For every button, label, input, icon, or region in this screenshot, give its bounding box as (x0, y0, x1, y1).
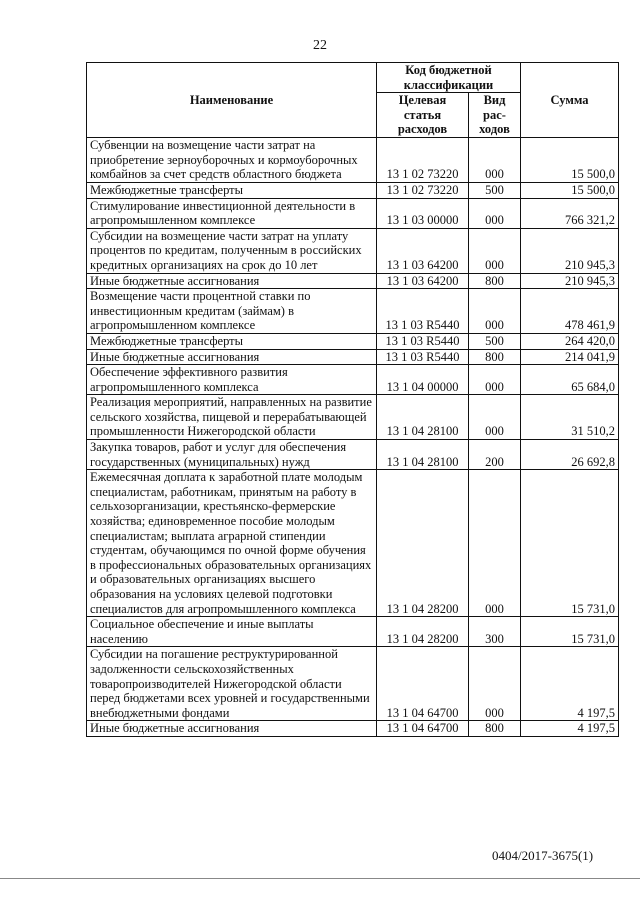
table-row (87, 138, 619, 183)
row-sum: 264 420,0 (521, 333, 619, 349)
table-row (87, 440, 619, 470)
row-name: Ежемесячная доплата к заработной плате молодым специалистам, работникам, принятым на работу в сельхозорганизации, крестьянско-фермерские хозяйства; единовременное пособие молодым специалистам; выплата аграрной стипендии студентам, обучающимся по очной форме обучения в профессиональных образовательных организациях и образовательных организациях высшего образования на условиях целевой подготовки специалистов для агропромышленного комплекса (87, 470, 377, 617)
row-name: Иные бюджетные ассигнования (87, 721, 377, 737)
row-target-article: 13 1 04 28100 (377, 440, 469, 470)
row-target-article: 13 1 04 64700 (377, 647, 469, 721)
row-expense-type: 800 (469, 721, 521, 737)
row-sum: 15 731,0 (521, 617, 619, 647)
row-sum: 15 731,0 (521, 470, 619, 617)
row-name: Социальное обеспечение и иные выплаты населению (87, 617, 377, 647)
row-target-article: 13 1 04 64700 (377, 721, 469, 737)
row-target-article: 13 1 03 R5440 (377, 333, 469, 349)
row-sum: 214 041,9 (521, 349, 619, 365)
row-expense-type: 000 (469, 198, 521, 228)
row-sum: 65 684,0 (521, 365, 619, 395)
row-sum: 26 692,8 (521, 440, 619, 470)
row-sum: 4 197,5 (521, 721, 619, 737)
header-target-article: Целевая статья расходов (377, 93, 469, 138)
table-row (87, 273, 619, 289)
budget-table-container (86, 62, 618, 737)
row-expense-type: 500 (469, 333, 521, 349)
row-expense-type: 000 (469, 289, 521, 334)
row-sum: 210 945,3 (521, 228, 619, 273)
row-sum: 15 500,0 (521, 138, 619, 183)
row-name: Межбюджетные трансферты (87, 182, 377, 198)
table-row (87, 721, 619, 737)
row-name: Субсидии на возмещение части затрат на уплату процентов по кредитам, полученным в российских кредитных организациях на срок до 10 лет (87, 228, 377, 273)
row-name: Обеспечение эффективного развития агропромышленного комплекса (87, 365, 377, 395)
row-name: Реализация мероприятий, направленных на развитие сельского хозяйства, пищевой и перерабатывающей промышленности Нижегородской области (87, 395, 377, 440)
footer-divider (0, 878, 640, 879)
table-row (87, 228, 619, 273)
row-expense-type: 800 (469, 349, 521, 365)
row-expense-type: 500 (469, 182, 521, 198)
row-name: Иные бюджетные ассигнования (87, 349, 377, 365)
budget-table (86, 62, 619, 737)
row-target-article: 13 1 03 R5440 (377, 349, 469, 365)
header-expense-type: Вид рас-ходов (469, 93, 521, 138)
header-name: Наименование (87, 63, 377, 138)
table-row (87, 647, 619, 721)
row-sum: 478 461,9 (521, 289, 619, 334)
row-sum: 210 945,3 (521, 273, 619, 289)
row-name: Закупка товаров, работ и услуг для обеспечения государственных (муниципальных) нужд (87, 440, 377, 470)
row-target-article: 13 1 03 64200 (377, 228, 469, 273)
row-sum: 766 321,2 (521, 198, 619, 228)
row-name: Межбюджетные трансферты (87, 333, 377, 349)
document-id: 0404/2017-3675(1) (492, 848, 594, 863)
table-header (87, 63, 619, 138)
row-expense-type: 000 (469, 228, 521, 273)
row-target-article: 13 1 03 64200 (377, 273, 469, 289)
row-sum: 31 510,2 (521, 395, 619, 440)
table-row (87, 617, 619, 647)
table-body (87, 138, 619, 737)
row-expense-type: 000 (469, 138, 521, 183)
table-row (87, 198, 619, 228)
row-target-article: 13 1 04 28200 (377, 617, 469, 647)
row-sum: 15 500,0 (521, 182, 619, 198)
header-sum: Сумма (521, 63, 619, 138)
row-target-article: 13 1 04 28100 (377, 395, 469, 440)
row-target-article: 13 1 04 00000 (377, 365, 469, 395)
row-target-article: 13 1 02 73220 (377, 182, 469, 198)
table-row (87, 349, 619, 365)
row-name: Субсидии на погашение реструктурированной задолженности сельскохозяйственных товаропроизводителей Нижегородской области перед бюджетами всех уровней и государственными внебюджетными фондами (87, 647, 377, 721)
row-expense-type: 800 (469, 273, 521, 289)
table-row (87, 395, 619, 440)
row-target-article: 13 1 03 00000 (377, 198, 469, 228)
row-target-article: 13 1 03 R5440 (377, 289, 469, 334)
header-budget-code: Код бюджетной классификации (377, 63, 521, 93)
row-expense-type: 200 (469, 440, 521, 470)
row-expense-type: 300 (469, 617, 521, 647)
table-row (87, 289, 619, 334)
table-row (87, 182, 619, 198)
row-expense-type: 000 (469, 395, 521, 440)
row-expense-type: 000 (469, 647, 521, 721)
row-sum: 4 197,5 (521, 647, 619, 721)
row-expense-type: 000 (469, 470, 521, 617)
table-row (87, 365, 619, 395)
row-name: Субвенции на возмещение части затрат на приобретение зерноуборочных и кормоуборочных комбайнов за счет средств областного бюджета (87, 138, 377, 183)
row-name: Иные бюджетные ассигнования (87, 273, 377, 289)
table-row (87, 470, 619, 617)
row-expense-type: 000 (469, 365, 521, 395)
table-row (87, 333, 619, 349)
row-name: Возмещение части процентной ставки по инвестиционным кредитам (займам) в агропромышленном комплексе (87, 289, 377, 334)
row-name: Стимулирование инвестиционной деятельности в агропромышленном комплексе (87, 198, 377, 228)
row-target-article: 13 1 02 73220 (377, 138, 469, 183)
row-target-article: 13 1 04 28200 (377, 470, 469, 617)
page-number: 22 (313, 38, 327, 53)
